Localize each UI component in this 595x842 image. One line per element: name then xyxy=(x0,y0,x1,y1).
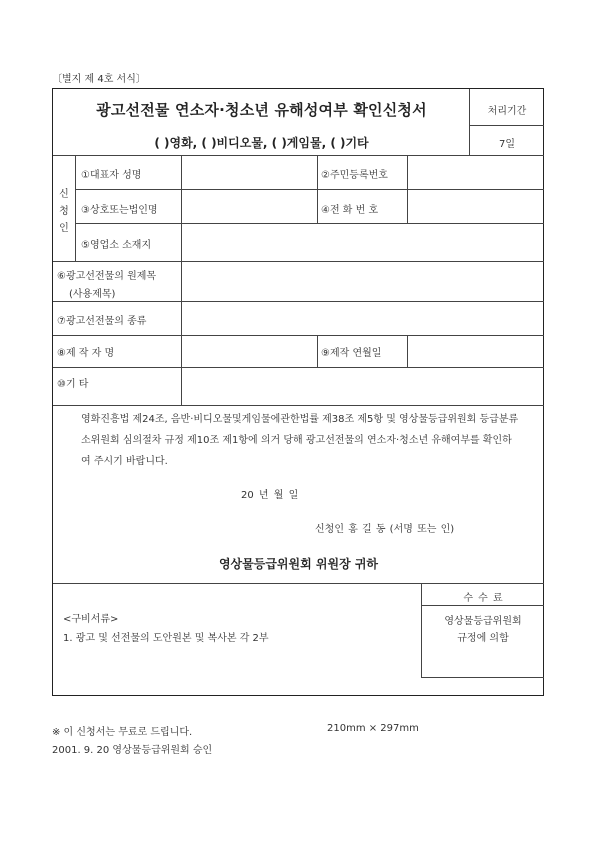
divider xyxy=(75,155,76,261)
request-statement: 영화진흥법 제24조, 음반·비디오물및게임물에관한법률 제38조 제5항 및 영상물등급위원회 등급분류 소위원회 심의절차 규정 제10조 제1항에 의거 당해 광고선전물의 연소자·청소년 유해여부를 확인하여 주시기 바랍니다. xyxy=(81,414,519,467)
used-title-label: (사용제목) xyxy=(69,289,116,300)
divider xyxy=(421,605,544,606)
divider xyxy=(317,335,318,367)
date-line[interactable]: 20 년 월 일 xyxy=(241,490,299,501)
phone-number-field[interactable] xyxy=(407,189,544,223)
fee-value-line2: 규정에 의함 xyxy=(457,633,509,644)
representative-name-field[interactable] xyxy=(181,155,317,189)
original-title-label: ⑥광고선전물의 원제목 xyxy=(57,271,157,282)
addressee: 영상물등급위원회 위원장 귀하 xyxy=(218,557,379,571)
divider xyxy=(53,583,544,584)
divider xyxy=(421,677,544,678)
paper-size: 210mm × 297mm xyxy=(327,723,419,734)
other-label: ⑩기 타 xyxy=(57,379,89,390)
required-document-item: 1. 광고 및 선전물의 도안원본 및 복사본 각 2부 xyxy=(63,633,269,644)
processing-period-label: 처리기간 xyxy=(487,106,527,117)
fee-value-line1: 영상물등급위원회 xyxy=(444,616,522,627)
media-type-selector[interactable]: ( )영화, ( )비디오물, ( )게임물, ( )기타 xyxy=(154,136,369,150)
applicant-group-label: 신 청 인 xyxy=(59,189,69,234)
form-title: 광고선전물 연소자·청소년 유해성여부 확인신청서 xyxy=(96,101,427,119)
production-date-field[interactable] xyxy=(407,335,544,367)
ad-type-label: ⑦광고선전물의 종류 xyxy=(57,316,147,327)
divider xyxy=(53,405,544,406)
processing-period-value: 7일 xyxy=(498,139,516,150)
producer-name-field[interactable] xyxy=(181,335,317,367)
applicant-signature-line[interactable]: 신청인 홍 길 동 (서명 또는 인) xyxy=(315,524,455,535)
approval-note: 2001. 9. 20 영상물등급위원회 승인 xyxy=(52,745,213,756)
producer-name-label: ⑧제 작 자 명 xyxy=(57,348,115,359)
divider xyxy=(469,125,544,126)
representative-name-label: ①대표자 성명 xyxy=(81,170,142,181)
form-number-caption: 〔별지 제 4호 서식〕 xyxy=(52,74,146,85)
resident-number-field[interactable] xyxy=(407,155,544,189)
divider xyxy=(317,155,318,223)
divider xyxy=(407,155,408,223)
ad-type-field[interactable] xyxy=(181,301,544,335)
company-name-label: ③상호또는법인명 xyxy=(81,205,158,216)
required-documents-header: <구비서류> xyxy=(63,614,119,625)
free-form-note: ※ 이 신청서는 무료로 드립니다. xyxy=(52,727,193,738)
production-date-label: ⑨제작 연월일 xyxy=(321,348,382,359)
company-name-field[interactable] xyxy=(181,189,317,223)
fee-label: 수 수 료 xyxy=(463,593,503,604)
application-form xyxy=(52,88,544,696)
business-address-field[interactable] xyxy=(181,223,544,261)
other-field[interactable] xyxy=(181,367,544,405)
phone-number-label: ④전 화 번 호 xyxy=(321,205,379,216)
resident-number-label: ②주민등록번호 xyxy=(321,170,388,181)
original-title-field[interactable] xyxy=(181,261,544,301)
business-address-label: ⑤영업소 소재지 xyxy=(81,240,152,251)
